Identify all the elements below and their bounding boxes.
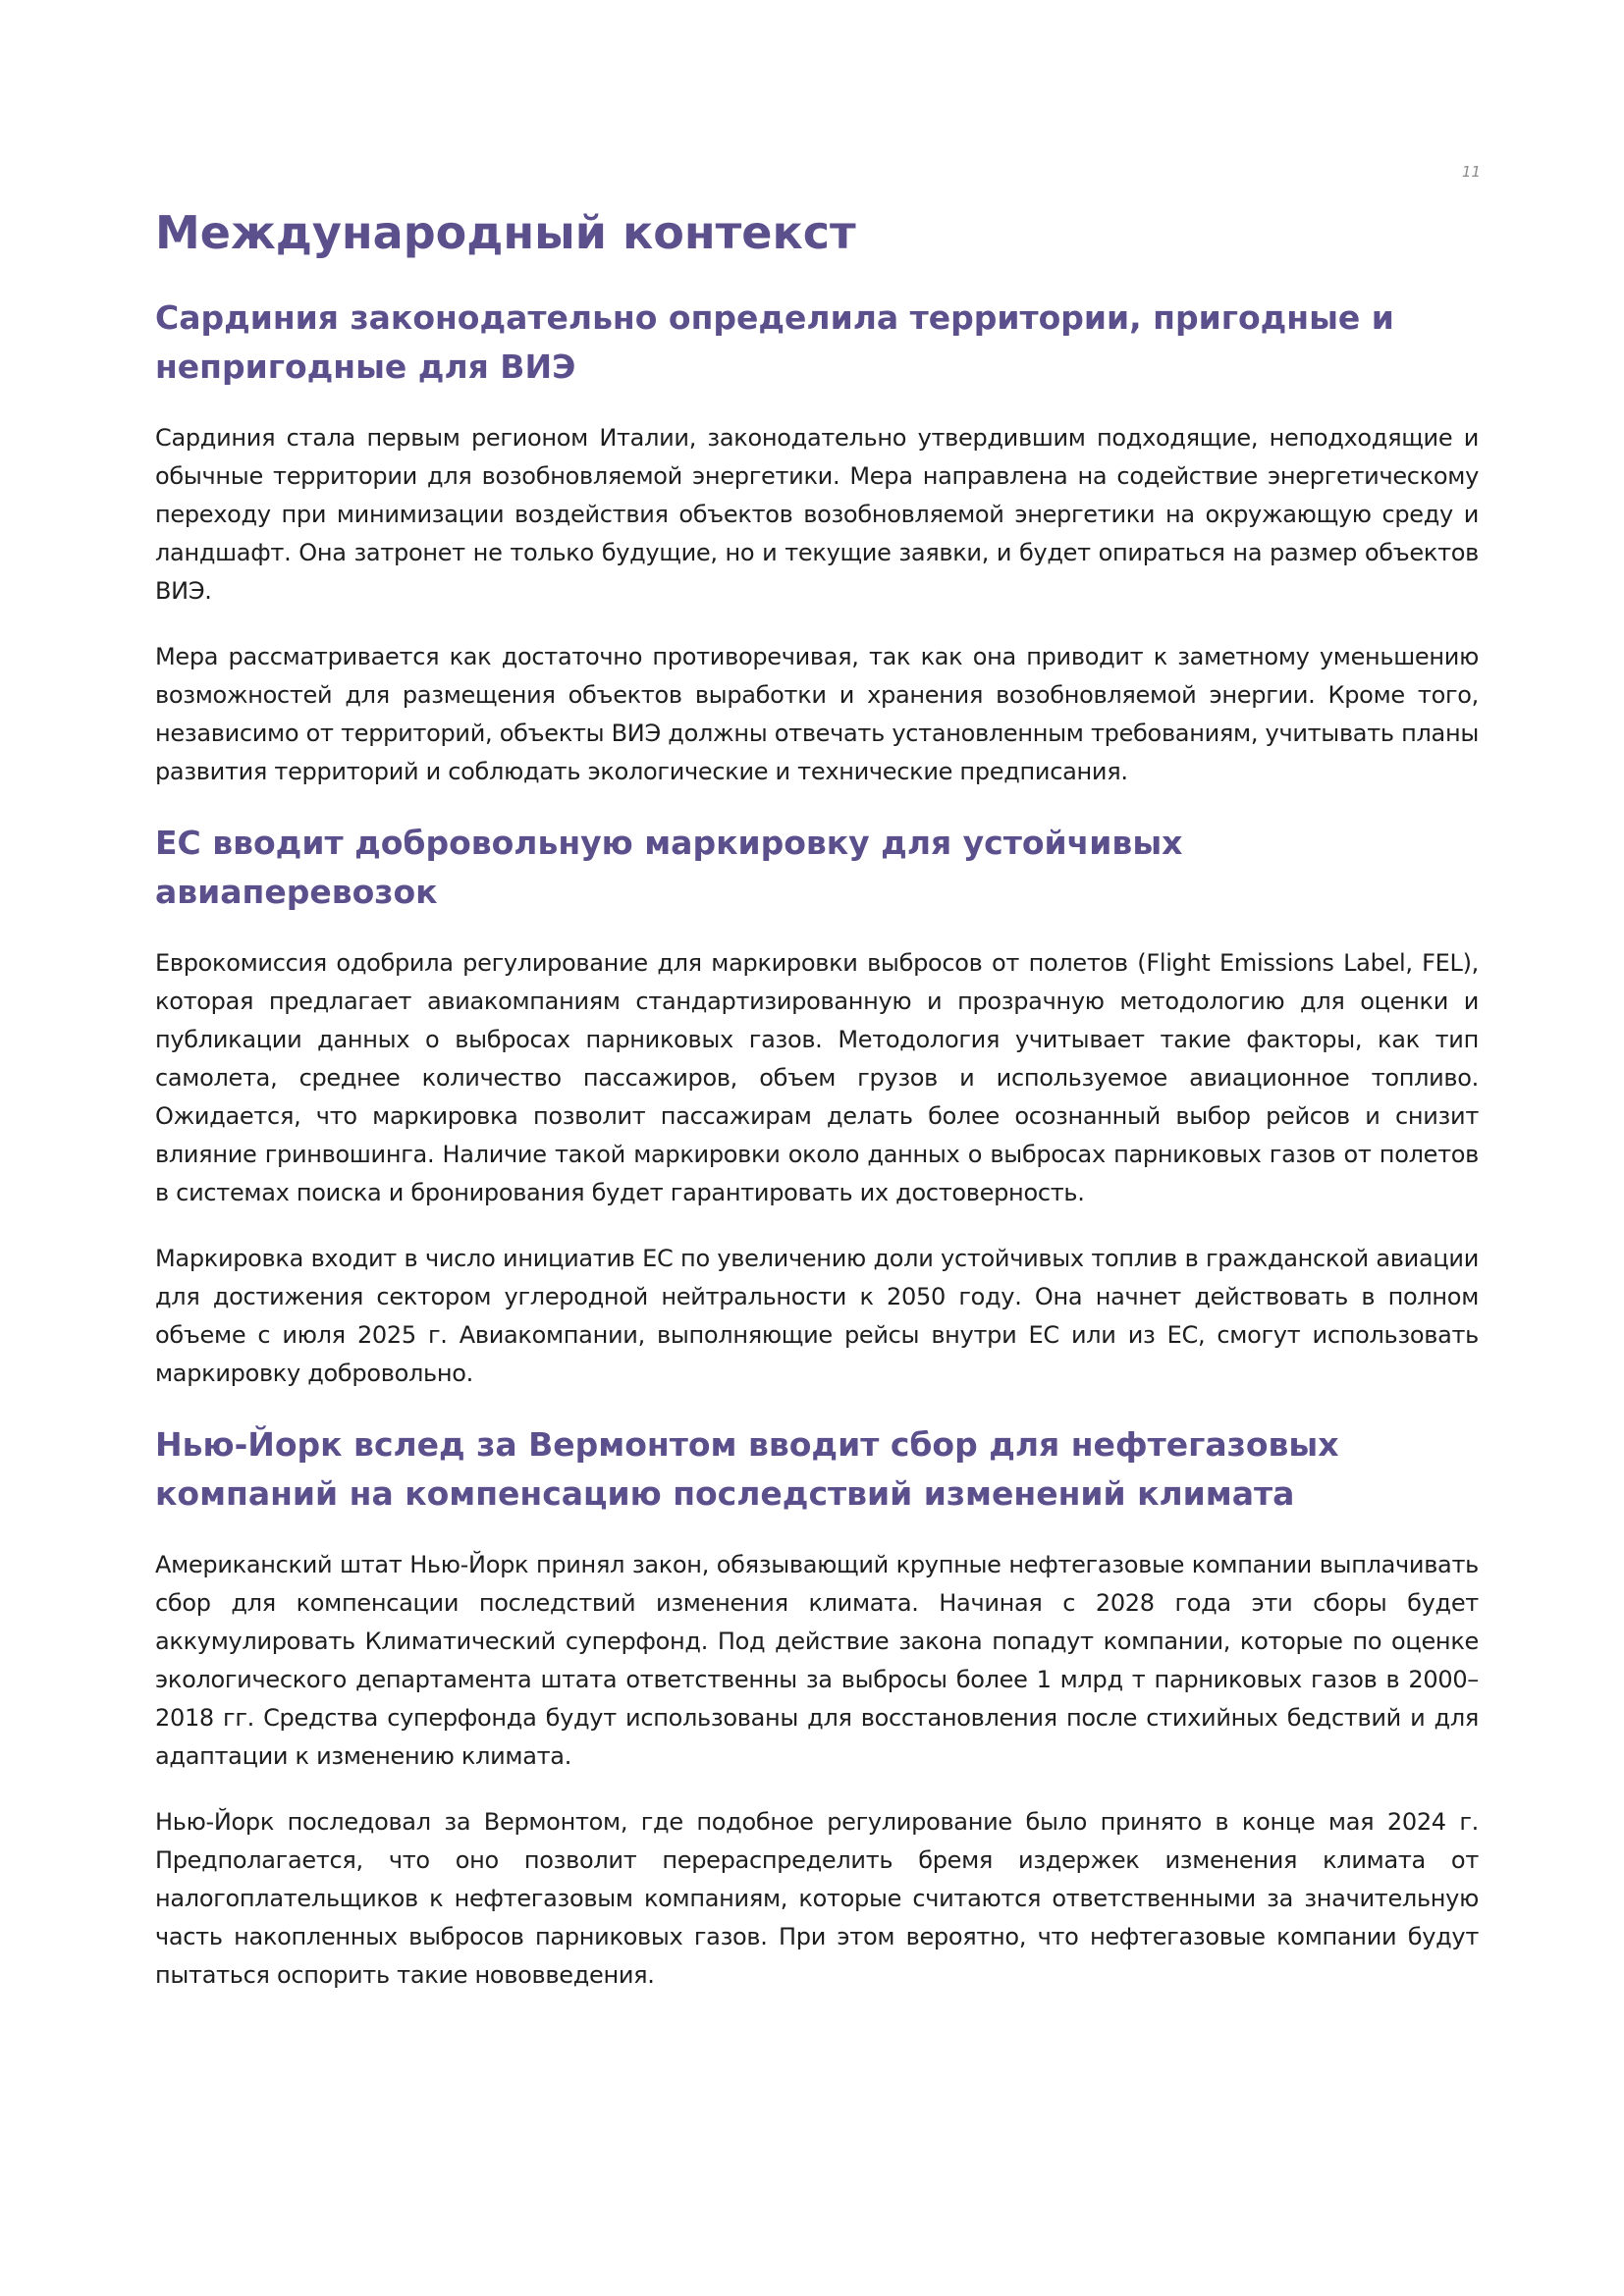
document-body [155, 206, 1479, 2022]
section-heading: ЕС вводит добровольную маркировку для устойчивых авиаперевозок [155, 824, 1183, 912]
section-heading: Сардиния законодательно определила территории, пригодные и непригодные для ВИЭ [155, 298, 1394, 387]
paragraph: Мера рассматривается как достаточно противоречивая, так как она приводит к заметному уменьшению возможностей для размещения объектов выработки и хранения возобновляемой энергии. Кроме того, независимо от территорий, объекты ВИЭ должны отвечать установленным требованиям, учитывать планы развития территорий и соблюдать экологические и технические предписания. [155, 643, 1479, 786]
paragraph: Сардиния стала первым регионом Италии, законодательно утвердившим подходящие, неподходящие и обычные территории для возобновляемой энергетики. Мера направлена на содействие энергетическому переходу при минимизации воздействия объектов возобновляемой энергетики на окружающую среду и ландшафт. Она затронет не только будущие, но и текущие заявки, и будет опираться на размер объектов ВИЭ. [155, 424, 1479, 606]
section-new-york [155, 1420, 1479, 1995]
page-number: 11 [1461, 163, 1481, 181]
section-eu-aviation [155, 819, 1479, 1393]
paragraph: Американский штат Нью-Йорк принял закон, обязывающий крупные нефтегазовые компании выплачивать сбор для компенсации последствий изменения климата. Начиная с 2028 года эти сборы будет аккумулировать Климатический суперфонд. Под действие закона попадут компании, которые по оценке экологического департамента штата ответственны за выбросы более 1 млрд т парниковых газов в 2000–2018 гг. Средства суперфонда будут использованы для восстановления после стихийных бедствий и для адаптации к изменению климата. [155, 1551, 1479, 1771]
page-title: Международный контекст [155, 206, 856, 259]
section-heading: Нью-Йорк вслед за Вермонтом вводит сбор для нефтегазовых компаний на компенсацию последствий изменений климата [155, 1425, 1339, 1514]
paragraph: Нью-Йорк последовал за Вермонтом, где подобное регулирование было принято в конце мая 2024 г. Предполагается, что оно позволит перераспределить бремя издержек изменения климата от налогоплательщиков к нефтегазовым компаниям, которые считаются ответственными за значительную часть накопленных выбросов парниковых газов. При этом вероятно, что нефтегазовые компании будут пытаться оспорить такие нововведения. [155, 1808, 1479, 1990]
paragraph: Еврокомиссия одобрила регулирование для маркировки выбросов от полетов (Flight Emissions Label, FEL), которая предлагает авиакомпаниям стандартизированную и прозрачную методологию для оценки и публикации данных о выбросах парниковых газов. Методология учитывает такие факторы, как тип самолета, среднее количество пассажиров, объем грузов и используемое авиационное топливо. Ожидается, что маркировка позволит пассажирам делать более осознанный выбор рейсов и снизит влияние гринвошинга. Наличие такой маркировки около данных о выбросах парниковых газов от полетов в системах поиска и бронирования будет гарантировать их достоверность. [155, 949, 1479, 1207]
paragraph: Маркировка входит в число инициатив ЕС по увеличению доли устойчивых топлив в гражданской авиации для достижения сектором углеродной нейтральности к 2050 году. Она начнет действовать в полном объеме с июля 2025 г. Авиакомпании, выполняющие рейсы внутри ЕС или из ЕС, смогут использовать маркировку добровольно. [155, 1245, 1479, 1388]
section-sardinia [155, 294, 1479, 791]
